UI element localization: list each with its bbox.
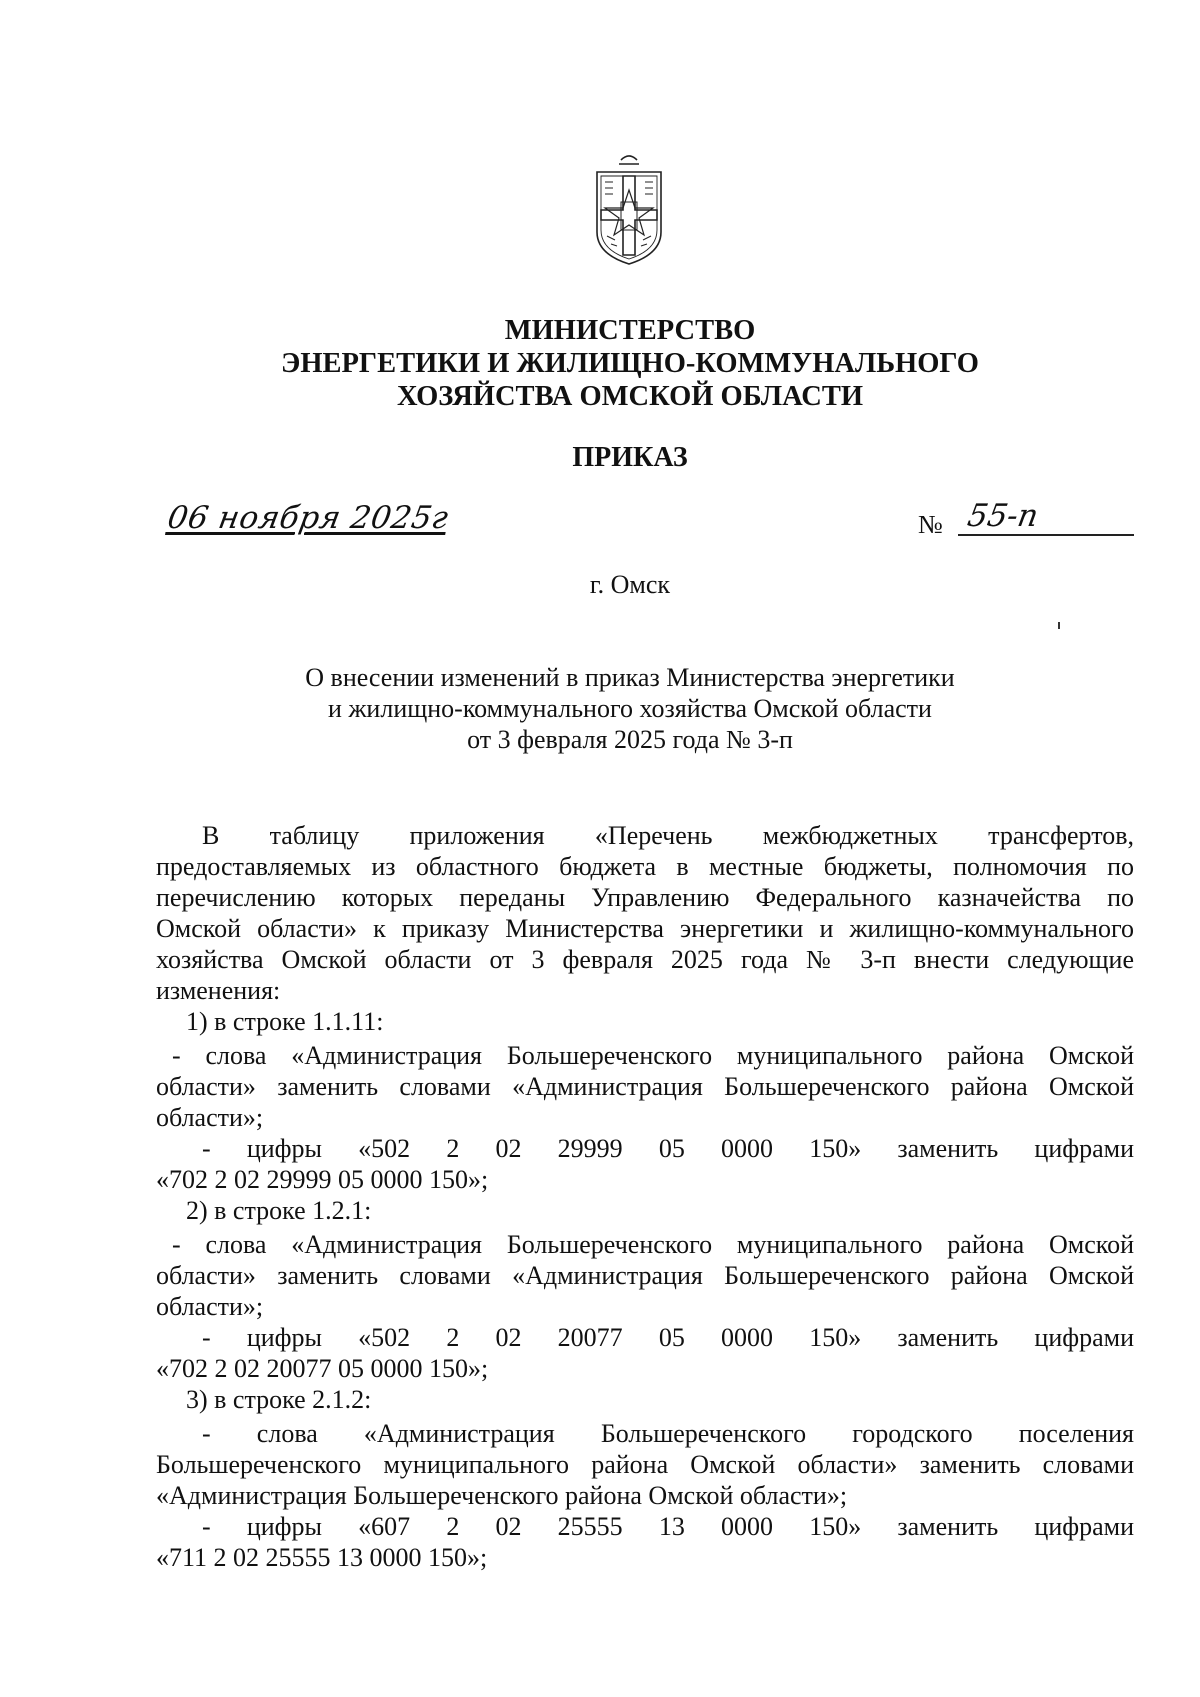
subject-line2: и жилищно-коммунального хозяйства Омской области [328, 694, 932, 723]
body-line: области» заменить словами «Администрация Большереченского района Омской [156, 1261, 1134, 1290]
body-line: области»; [156, 1103, 264, 1132]
handwritten-date: 06 ноября 2025г [164, 500, 452, 536]
handwritten-number: 55-п [964, 498, 1042, 534]
body-line: В таблицу приложения «Перечень межбюджетных трансфертов, [202, 821, 1134, 850]
ministry-name-line3: ХОЗЯЙСТВА ОМСКОЙ ОБЛАСТИ [396, 381, 864, 412]
ministry-name-line2: ЭНЕРГЕТИКИ И ЖИЛИЩНО-КОММУНАЛЬНОГО [281, 348, 979, 379]
body-line: перечислению которых переданы Управлению Федерального казначейства по [156, 883, 1134, 912]
city-label: г. Омск [589, 570, 671, 599]
ministry-name-line1: МИНИСТЕРСТВО [504, 315, 756, 346]
body-line: «702 2 02 20077 05 0000 150»; [156, 1354, 489, 1383]
body-line: предоставляемых из областного бюджета в местные бюджеты, полномочия по [156, 852, 1134, 881]
item-title: 1) в строке 1.1.11: [186, 1007, 384, 1036]
coat-of-arms-emblem [591, 150, 667, 270]
body-line: - слова «Администрация Большереченского городского поселения [202, 1419, 1134, 1448]
document-type-title: ПРИКАЗ [572, 442, 688, 473]
body-line: - слова «Администрация Большереченского муниципального района Омской [172, 1230, 1134, 1259]
subject-line1: О внесении изменений в приказ Министерства энергетики [305, 663, 955, 692]
body-line: - цифры «502 2 02 20077 05 0000 150» заменить цифрами [202, 1323, 1134, 1352]
body-line: Большереченского муниципального района Омской области» заменить словами [156, 1450, 1134, 1479]
scan-mark [1058, 622, 1060, 629]
number-underline [958, 534, 1134, 536]
body-line: области»; [156, 1292, 264, 1321]
item-title: 2) в строке 1.2.1: [186, 1196, 372, 1225]
body-line: хозяйства Омской области от 3 февраля 2025 года № 3-п внести следующие [156, 945, 1134, 974]
body-line: изменения: [156, 976, 281, 1005]
body-line: «711 2 02 25555 13 0000 150»; [156, 1543, 488, 1572]
body-line: «702 2 02 29999 05 0000 150»; [156, 1165, 489, 1194]
subject-line3: от 3 февраля 2025 года № 3-п [467, 725, 793, 754]
body-line: «Администрация Большереченского района Омской области»; [156, 1481, 848, 1510]
item-title: 3) в строке 2.1.2: [186, 1385, 372, 1414]
body-line: - цифры «607 2 02 25555 13 0000 150» заменить цифрами [202, 1512, 1134, 1541]
body-line: Омской области» к приказу Министерства энергетики и жилищно-коммунального [156, 914, 1134, 943]
body-line: - слова «Администрация Большереченского муниципального района Омской [172, 1041, 1134, 1070]
body-line: - цифры «502 2 02 29999 05 0000 150» заменить цифрами [202, 1134, 1134, 1163]
body-line: области» заменить словами «Администрация Большереченского района Омской [156, 1072, 1134, 1101]
number-sign: № [918, 510, 943, 539]
